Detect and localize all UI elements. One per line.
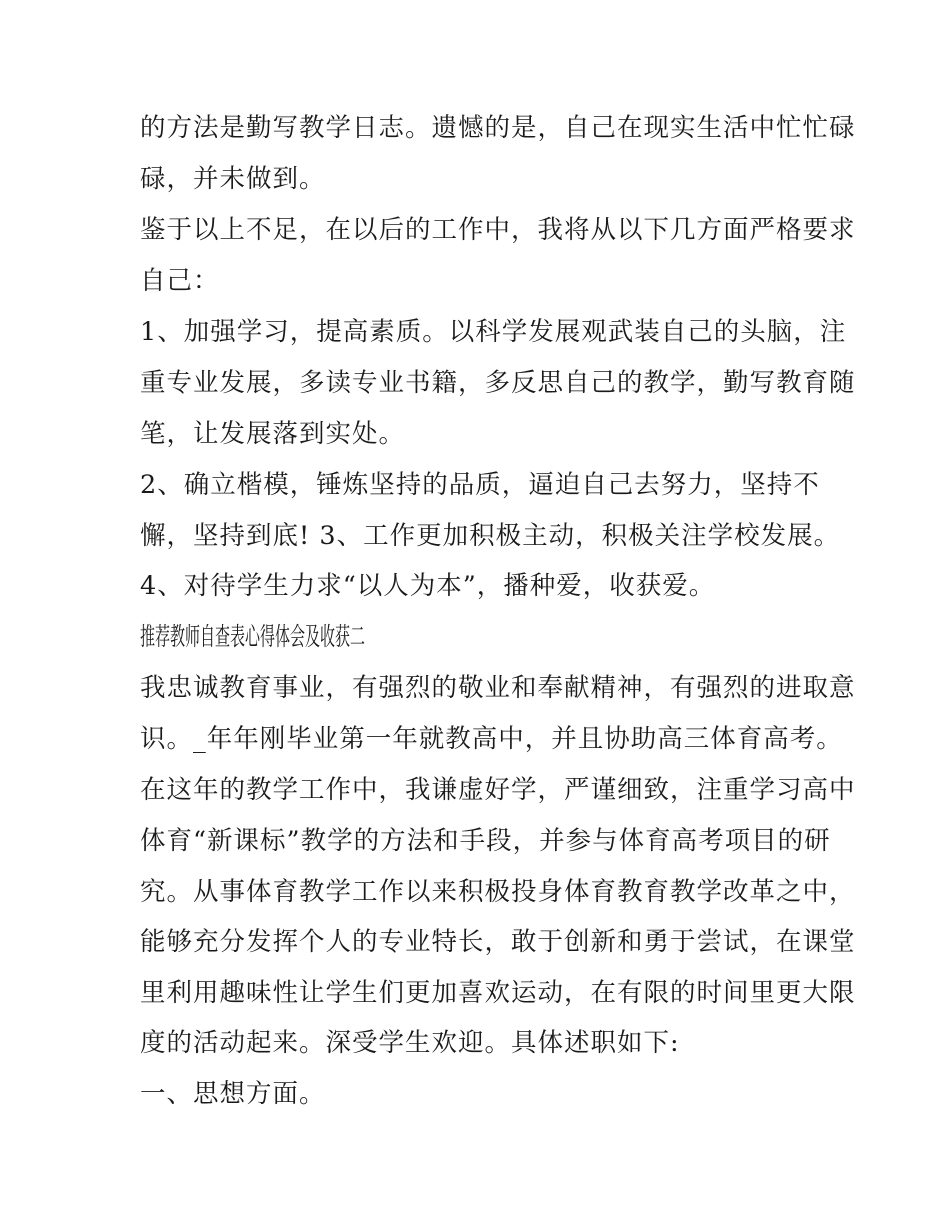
list-item-line: 2、确立楷模，锤炼坚持的品质，逼迫自己去努力，坚持不 (140, 470, 820, 500)
subheading: 一、思想方面。 (140, 1079, 326, 1109)
list-item-line: 懈，坚持到底! 3、工作更加积极主动，积极关注学校发展。 (140, 521, 841, 551)
paragraph-line: 究。从事体育教学工作以来积极投身体育教育教学改革之中， (140, 877, 856, 907)
paragraph-line: 碌，并未做到。 (140, 164, 326, 194)
list-item-line: 4、对待学生力求“以人为本”，播种爱，收获爱。 (140, 571, 716, 601)
paragraph-line: 的方法是勤写教学日志。遗憾的是，自己在现实生活中忙忙碌 (140, 113, 856, 143)
paragraph-line: 我忠诚教育事业，有强烈的敬业和奉献精神，有强烈的进取意 (140, 673, 856, 703)
list-item-line: 重专业发展，多读专业书籍，多反思自己的教学，勤写教育随 (140, 368, 856, 398)
list-item-line: 笔，让发展落到实处。 (140, 419, 406, 449)
paragraph-line: 能够充分发挥个人的专业特长，敢于创新和勇于尝试，在课堂 (140, 927, 856, 957)
paragraph-line: 识。_年年刚毕业第一年就教高中，并且协助高三体育高考。 (140, 724, 843, 754)
list-item-line: 1、加强学习，提高素质。以科学发展观武装自己的头脑，注 (140, 317, 847, 347)
section-title: 推荐教师自查表心得体会及收获二 (140, 622, 366, 651)
paragraph-line: 鉴于以上不足，在以后的工作中，我将从以下几方面严格要求 (140, 215, 856, 245)
paragraph-line: 里利用趣味性让学生们更加喜欢运动，在有限的时间里更大限 (140, 978, 856, 1008)
paragraph-line: 在这年的教学工作中，我谦虚好学，严谨细致，注重学习高中 (140, 775, 856, 805)
paragraph-line: 度的活动起来。深受学生欢迎。具体述职如下: (140, 1028, 680, 1058)
paragraph-line: 自己： (140, 266, 220, 296)
paragraph-line: 体育“新课标”教学的方法和手段，并参与体育高考项目的研 (140, 826, 831, 856)
